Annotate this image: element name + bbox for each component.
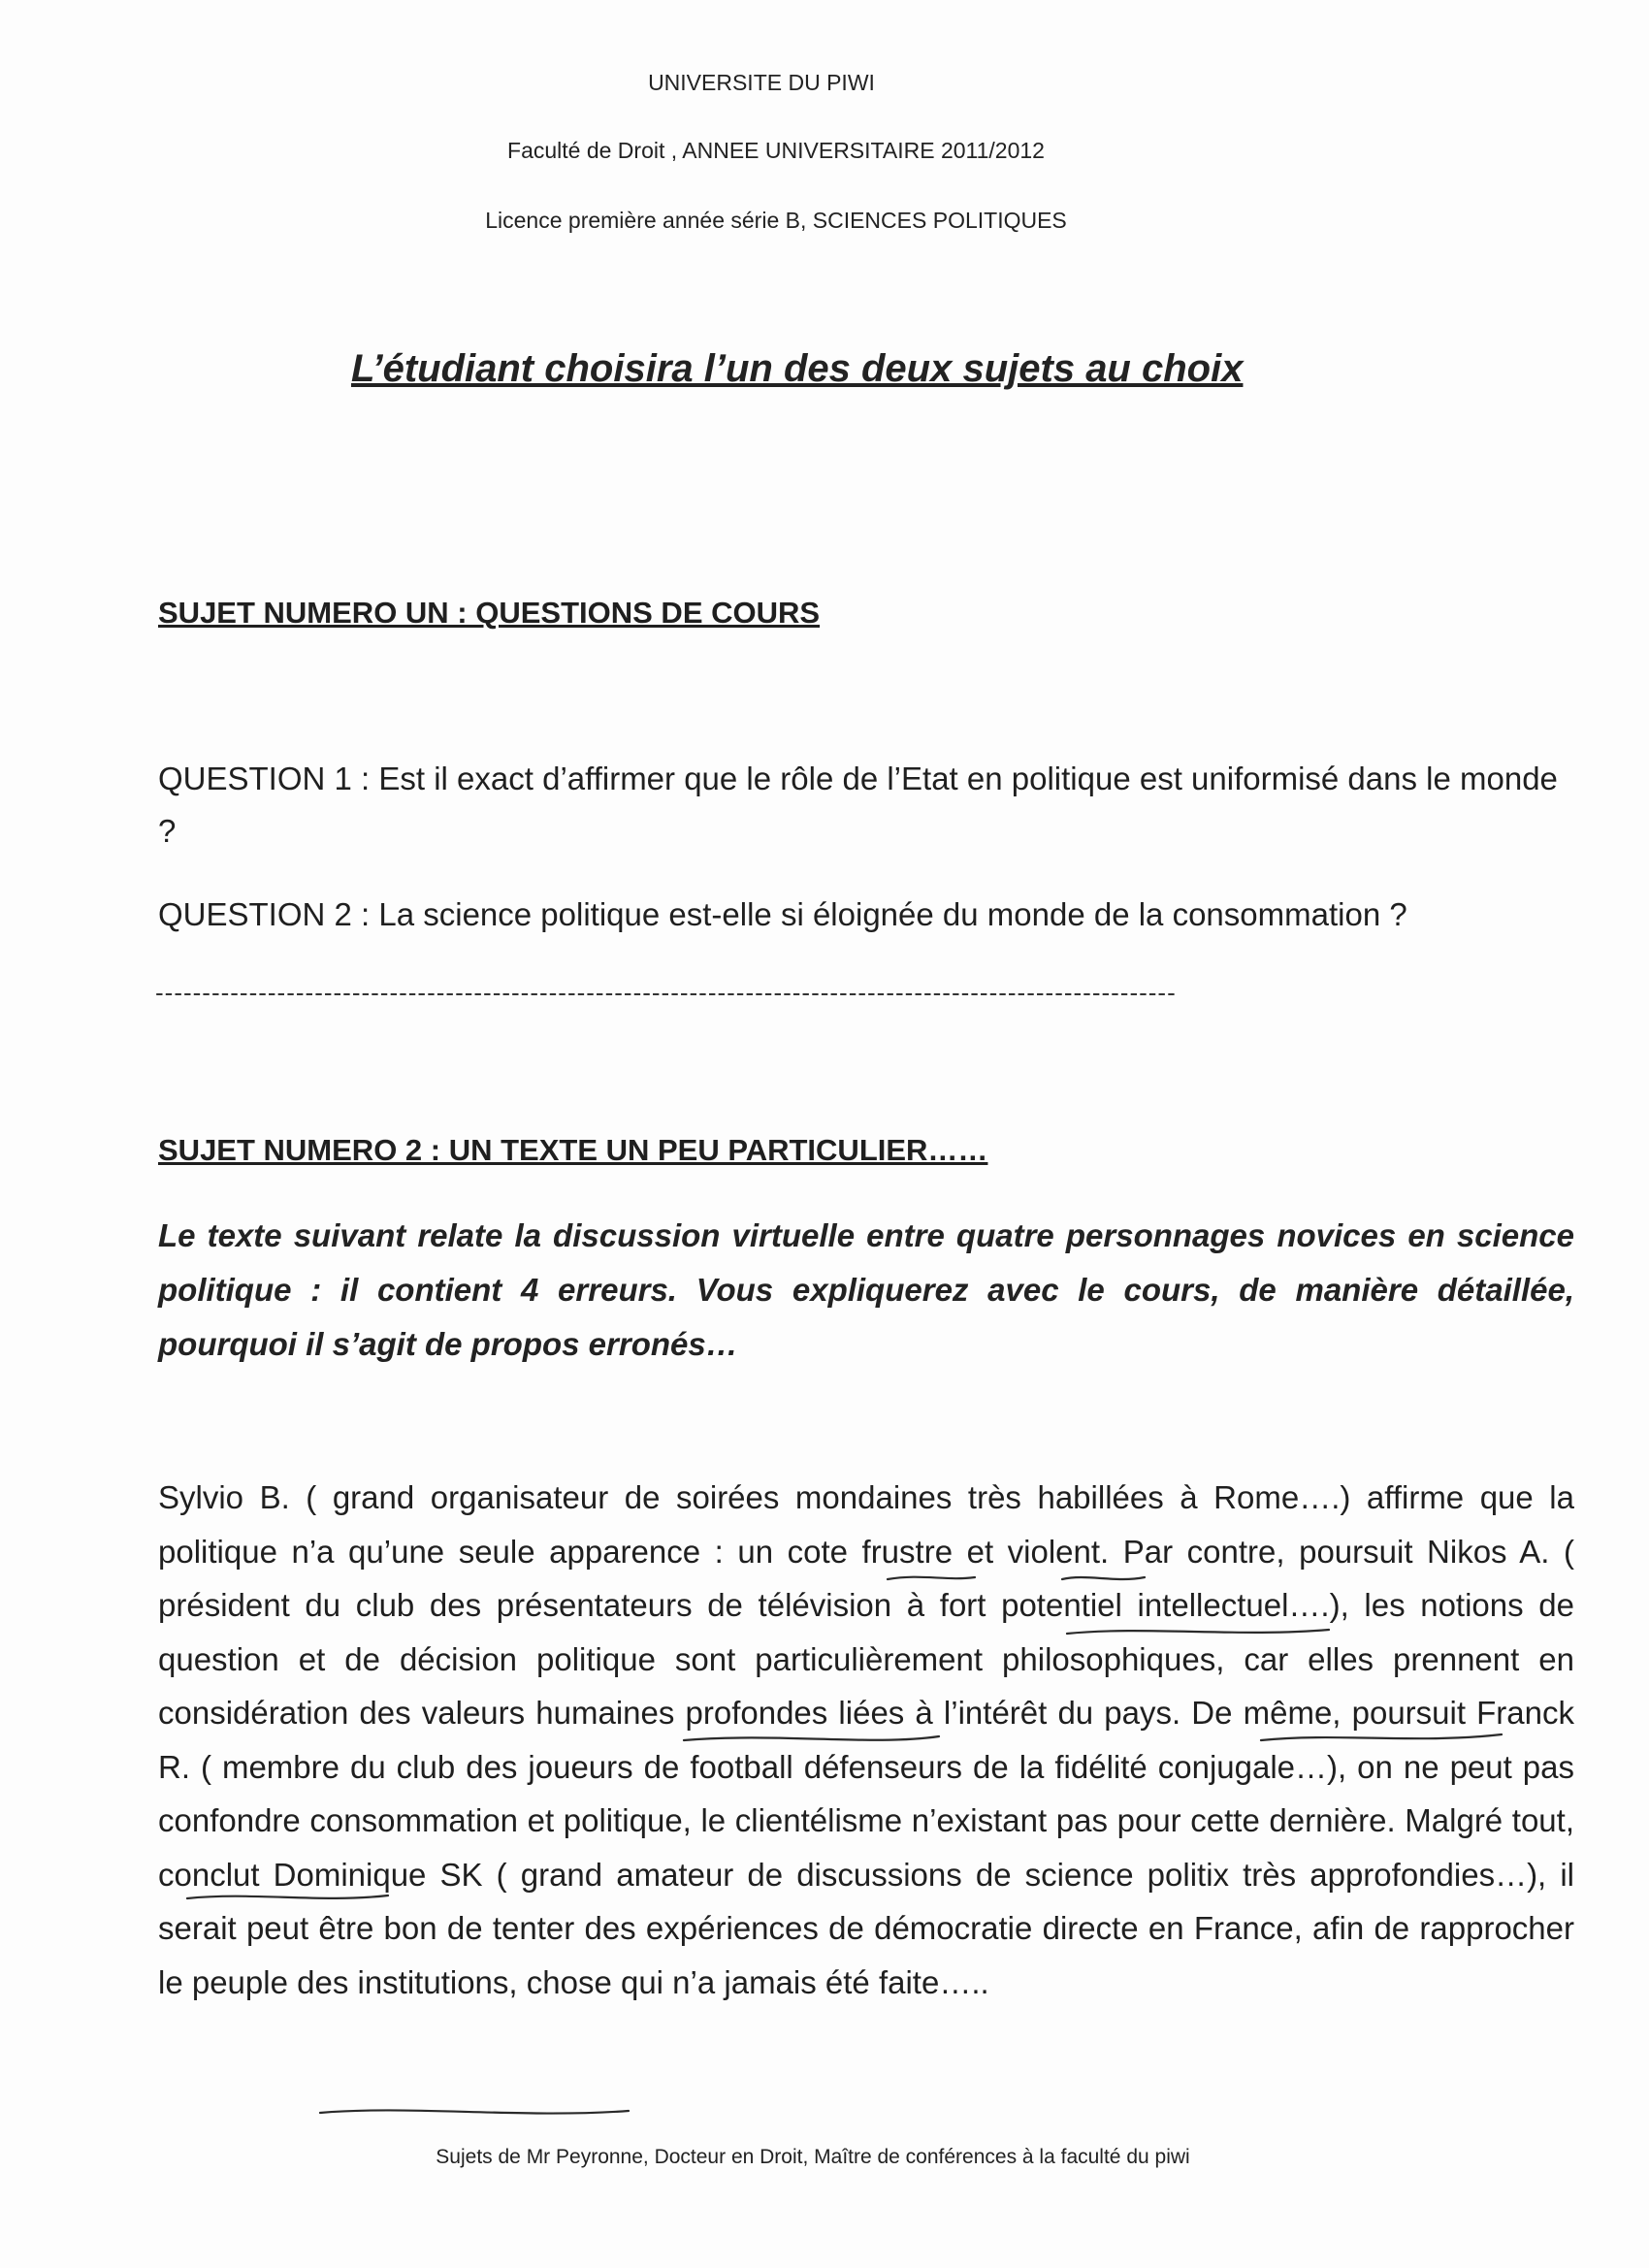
exam-instruction: L’étudiant choisira l’un des deux sujets au choix [351, 347, 1244, 390]
question-two: QUESTION 2 : La science politique est-elle si éloignée du monde de la consommation ? [158, 896, 1407, 932]
subject-two-text: Sylvio B. ( grand organisateur de soirées mondaines très habillées à Rome….) affirme que la politique n’a qu’une seule apparence : un cote frustre et violent. Par contre, poursuit Nikos A. ( président du club des présentateurs de télévision à fort potentiel intellectuel….), les notions de question et de décision politique sont particulièrement philosophiques, car elles prennent en considération des valeurs humaines profondes liées à l’intérêt du pays. De même, poursuit Franck R. ( membre du club des joueurs de football défenseurs de la fidélité conjugale…), on ne peut pas confondre consommation et politique, le clientélisme n’existant pas pour cette dernière. Malgré tout, conclut Dominique SK ( grand amateur de discussions de science politix très approfondies…), il serait peut être bon de tenter des expériences de démocratie directe en France, afin de rapprocher le peuple des institutions, chose qui n’a jamais été faite….. [158, 1479, 1574, 2000]
footer-credit: Sujets de Mr Peyronne, Docteur en Droit, Maître de conférences à la faculté du piwi [436, 2146, 1190, 2168]
underline-jamais-faite [320, 2110, 629, 2113]
faculty-year: Faculté de Droit , ANNEE UNIVERSITAIRE 2011/2012 [507, 138, 1045, 163]
program-line: Licence première année série B, SCIENCES POLITIQUES [485, 208, 1067, 233]
subject-two-prompt: Le texte suivant relate la discussion virtuelle entre quatre personnages novices en science politique : il contient 4 erreurs. Vous expliquerez avec le cours, de manière détaillée, pourquoi il s’agit de propos erronés… [158, 1217, 1574, 1362]
university-name: UNIVERSITE DU PIWI [648, 70, 875, 95]
section-divider: ------------------------------------------------------------------------------------------------------------- [155, 978, 1177, 1007]
question-one: QUESTION 1 : Est il exact d’affirmer que le rôle de l’Etat en politique est uniformisé dans le monde ? [158, 761, 1558, 849]
subject-one-title: SUJET NUMERO UN : QUESTIONS DE COURS [158, 596, 821, 630]
subject-two-title: SUJET NUMERO 2 : UN TEXTE UN PEU PARTICULIER…… [158, 1133, 988, 1167]
